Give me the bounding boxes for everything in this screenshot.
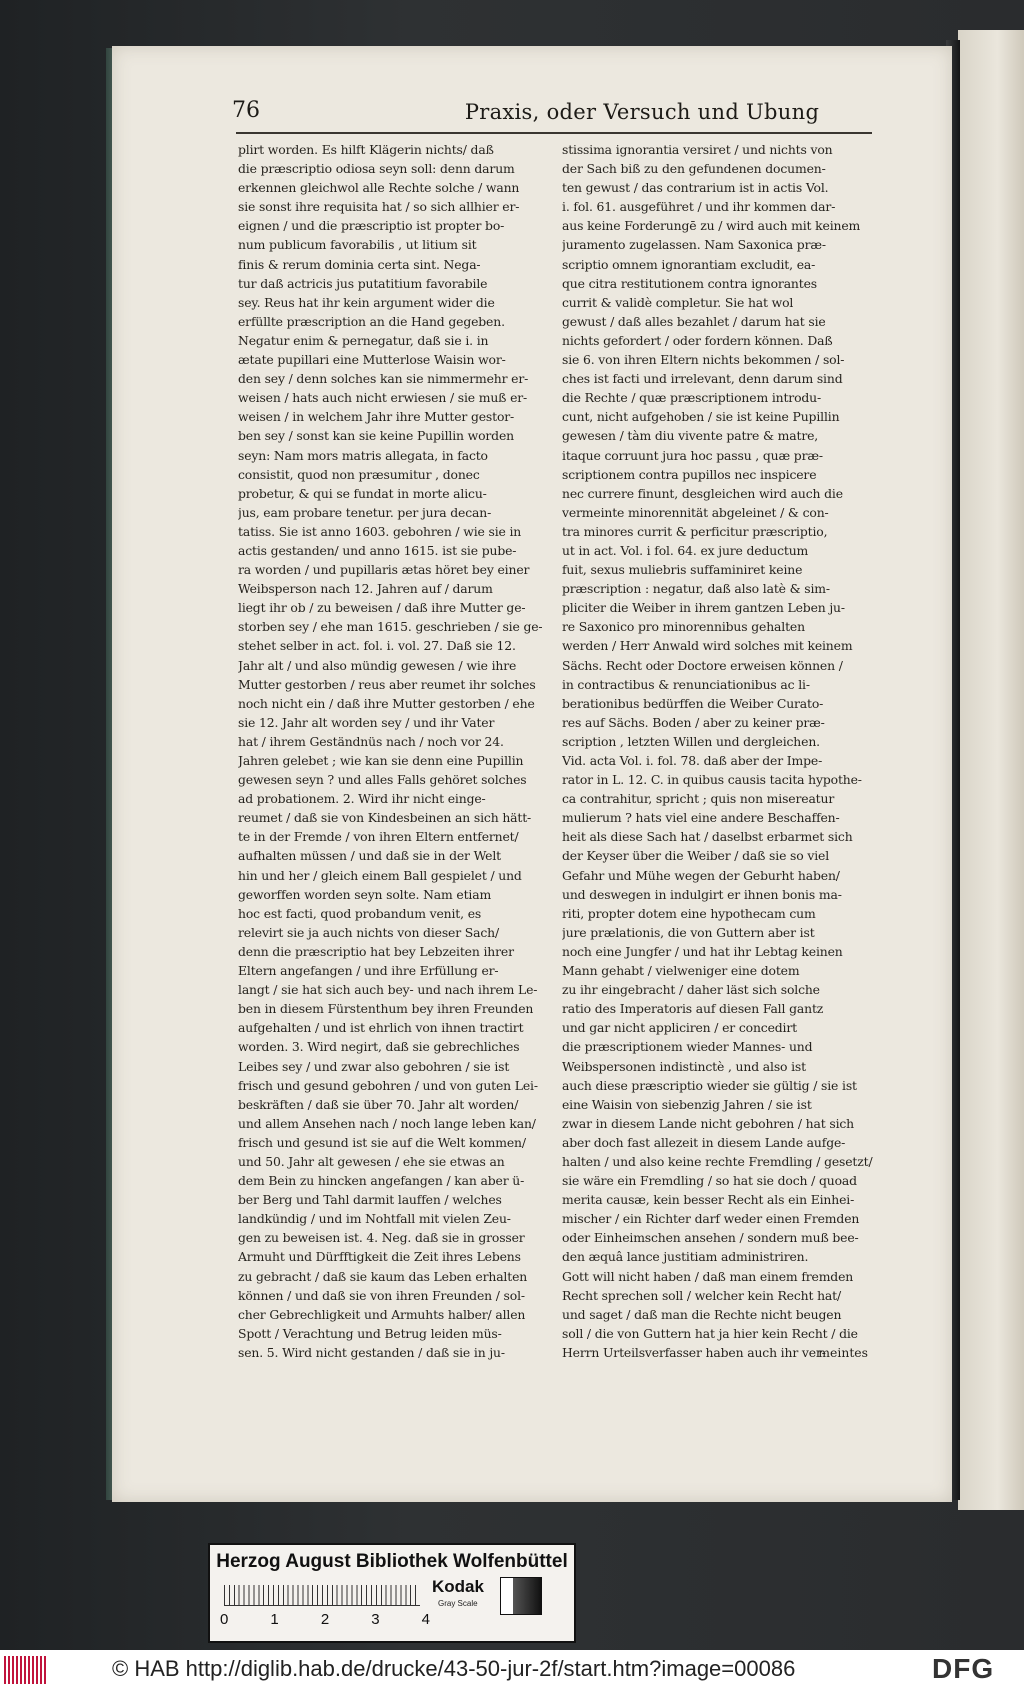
text-line: eine Waisin von siebenzig Jahren / sie ist — [562, 1096, 812, 1112]
text-line: zwar in diesem Lande nicht gebohren / hat sich — [562, 1115, 855, 1131]
text-line: Jahr alt / und also mündig gewesen / wie ihre — [238, 657, 517, 673]
text-line: relevirt sie ja auch nichts von dieser Sach/ — [238, 924, 500, 940]
text-line: hat / ihrem Geständnüs nach / noch vor 24. — [238, 733, 504, 749]
gray-scale-patch — [500, 1577, 542, 1615]
text-line: den sey / denn solches kan sie nimmermehr er- — [238, 371, 529, 387]
text-line: sen. 5. Wird nicht gestanden / daß sie in ju- — [238, 1344, 505, 1360]
text-line: ben sey / sonst kan sie keine Pupillin worden — [238, 428, 514, 444]
text-line: gewesen / tàm diu vivente patre & matre, — [562, 428, 819, 444]
text-line: num publicum favorabilis , ut litium sit — [238, 237, 477, 253]
text-line: weisen / in welchem Jahr ihre Mutter gestor- — [238, 409, 515, 425]
ruler-number: 1 — [270, 1611, 279, 1628]
text-line: reumet / daß sie von Kindesbeinen an sich hätt- — [238, 810, 532, 826]
text-line: langt / sie hat sich auch bey- und nach ihrem Le- — [238, 982, 538, 998]
text-line: beskräften / daß sie über 70. Jahr alt worden/ — [238, 1096, 519, 1112]
text-line: frisch und gesund ist sie auf die Welt kommen/ — [238, 1134, 526, 1150]
text-line: soll / die von Guttern hat ja hier kein Recht / die — [562, 1325, 858, 1341]
text-line: Recht sprechen soll / welcher kein Recht hat/ — [562, 1287, 842, 1303]
text-line: juramento zugelassen. Nam Saxonica præ- — [562, 237, 826, 253]
text-line: ches ist facti und irrelevant, denn darum sind — [562, 371, 843, 387]
text-line: denn die præscriptio hat bey Lebzeiten ihrer — [238, 943, 514, 959]
text-line: jus, eam probare tenetur. per jura decan- — [238, 504, 492, 520]
ruler-number: 2 — [320, 1611, 330, 1628]
text-line: mischer / ein Richter darf weder einen Fremden — [562, 1211, 860, 1227]
running-title: Praxis, oder Versuch und Ubung — [464, 100, 820, 124]
text-line: können / und daß sie von ihren Freunden / sol- — [238, 1287, 525, 1303]
text-line: hoc est facti, quod probandum venit, es — [238, 905, 482, 921]
facing-page-edge — [958, 30, 1024, 1510]
text-line: plirt worden. Es hilft Klägerin nichts/ daß — [238, 142, 494, 157]
header-rule — [236, 132, 872, 134]
page-number: 76 — [232, 98, 260, 123]
text-line: der Sach biß zu den gefundenen documen- — [562, 161, 826, 177]
text-line: gewesen seyn ? und alles Falls gehöret solches — [238, 772, 527, 788]
text-line: Sächs. Recht oder Doctore erweisen können / — [562, 657, 843, 673]
text-line: und saget / daß man die Rechte nicht beugen — [562, 1306, 842, 1322]
text-line: heit als diese Sach hat / daselbst erbarmet sich — [562, 829, 853, 845]
text-line: fuit, sexus muliebris suffaminiret keine — [562, 562, 803, 578]
text-line: Eltern angefangen / und ihre Erfüllung er- — [238, 963, 499, 979]
text-line: weisen / hats auch nicht erwiesen / sie muß er- — [238, 390, 528, 406]
text-line: Leibes sey / und zwar also gebohren / sie ist — [238, 1058, 510, 1074]
text-line: riti, propter dotem eine hypothecam cum — [562, 905, 816, 921]
text-line: cunt, nicht aufgehoben / sie ist keine Pupillin — [562, 409, 840, 425]
text-line: sey. Reus hat ihr kein argument wider die — [238, 294, 495, 310]
text-line: ut in act. Vol. i fol. 64. ex jure deductum — [562, 542, 809, 558]
text-line: ben in diesem Fürstenthum bey ihren Freunden — [238, 1001, 534, 1017]
text-line: frisch und gesund gebohren / und von guten Lei- — [238, 1077, 538, 1093]
text-line: landkündig / und im Nohtfall mit vielen Zeu- — [238, 1211, 511, 1227]
text-line: oder Einheimschen ansehen / sondern muß bee- — [562, 1230, 859, 1246]
library-name: Herzog August Bibliothek Wolfenbüttel — [216, 1551, 568, 1572]
text-line: ca contrahitur, spricht ; quis non misereatur — [562, 791, 835, 807]
text-line: Armuht und Dürfftigkeit die Zeit ihres Lebens — [238, 1249, 521, 1265]
text-line: aufhalten müssen / und daß sie in der Welt — [238, 848, 501, 864]
text-line: sie 6. von ihren Eltern nichts bekommen / sol- — [562, 352, 845, 368]
ruler-number: 0 — [220, 1611, 229, 1628]
text-line: hin und her / gleich einem Ball gespielet / und — [238, 867, 522, 883]
text-line: storben sey / ehe man 1615. geschrieben / sie ge- — [238, 619, 543, 635]
text-column-left — [238, 140, 550, 1362]
text-line: sie wäre ein Fremdling / so hat sie doch / quoad — [562, 1173, 857, 1189]
text-line: que citra restitutionem contra ignorantes — [562, 275, 817, 291]
text-line: te in der Fremde / von ihren Eltern entfernet/ — [238, 829, 519, 845]
text-line: nec currere finunt, desgleichen wird auch die — [562, 485, 843, 501]
text-line: ad probationem. 2. Wird ihr nicht einge- — [238, 791, 486, 807]
text-line: ætate pupillari eine Mutterlose Waisin wor- — [238, 352, 506, 368]
ruler-number: 4 — [421, 1611, 430, 1628]
text-line: auch diese præscriptio wieder sie gültig / sie ist — [562, 1077, 857, 1093]
ruler-number: 3 — [371, 1611, 380, 1628]
page-header — [232, 96, 882, 136]
text-line: den æquâ lance justitiam administriren. — [562, 1249, 809, 1265]
text-line: erkennen gleichwol alle Rechte solche / wann — [238, 180, 520, 196]
library-card — [208, 1543, 576, 1643]
text-line: die Rechte / quæ præscriptionem introdu- — [562, 390, 822, 406]
text-line: noch eine Jungfer / und hat ihr Lebtag keinen — [562, 943, 843, 959]
text-line: zu gebracht / daß sie kaum das Leben erhalten — [238, 1268, 528, 1284]
text-line: Gott will nicht haben / daß man einem fremden — [562, 1268, 854, 1284]
text-line: seyn: Nam mors matris allegata, in facto — [238, 447, 488, 463]
text-line: consistit, quod non præsumitur , donec — [238, 466, 480, 482]
text-line: præscription : negatur, daß also latè & sim- — [562, 581, 830, 597]
text-line: sie sonst ihre requisita hat / so sich allhier er- — [238, 199, 520, 215]
text-line: der Keyser über die Weiber / daß sie so viel — [562, 848, 830, 864]
text-line: und gar nicht appliciren / er concedirt — [562, 1020, 797, 1036]
text-line: Herrn Urteilsverfasser haben auch ihr ver- — [562, 1344, 826, 1360]
text-line: halten / und also keine rechte Fremdling / gesetzt/ — [562, 1153, 873, 1169]
text-line: ra worden / und pupillaris ætas höret bey einer — [238, 562, 530, 578]
barcode-icon — [4, 1656, 48, 1684]
text-line: Mann gehabt / vielweniger eine dotem — [562, 963, 800, 979]
text-line: eignen / und die præscriptio ist propter bo- — [238, 218, 505, 234]
text-line: worden. 3. Wird negirt, daß sie gebrechliches — [238, 1039, 520, 1055]
footer-bar — [0, 1650, 1024, 1690]
catchword: meintes — [818, 1345, 868, 1360]
text-line: tatiss. Sie ist anno 1603. gebohren / wie sie in — [238, 523, 522, 539]
text-line: geworffen worden seyn solte. Nam etiam — [238, 886, 492, 902]
text-line: rator in L. 12. C. in quibus causis tacita hypothe- — [562, 772, 862, 788]
text-line: gewust / daß alles bezahlet / darum hat sie — [562, 313, 826, 329]
text-line: Jahren gelebet ; wie kan sie denn eine Pupillin — [238, 753, 524, 768]
text-line: und 50. Jahr alt gewesen / ehe sie etwas an — [238, 1153, 505, 1169]
text-line: scriptio omnem ignorantiam excludit, ea- — [562, 256, 816, 272]
dfg-logo: DFG — [932, 1653, 995, 1684]
kodak-logo: Kodak — [432, 1577, 484, 1596]
text-line: Weibsperson nach 12. Jahren auf / darum — [238, 581, 493, 597]
text-line: Vid. acta Vol. i. fol. 78. daß aber der Impe- — [562, 753, 823, 768]
text-line: pliciter die Weiber in ihrem gantzen Leben ju- — [562, 600, 845, 616]
text-line: scription , letzten Willen und dergleichen. — [562, 733, 820, 749]
scale-ruler — [224, 1585, 420, 1606]
footer-credit: © HAB http://diglib.hab.de/drucke/43-50-jur-2f/start.htm?image=00086 — [112, 1656, 796, 1681]
text-line: berationibus bedürffen die Weiber Curato- — [562, 695, 824, 711]
text-line: res auf Sächs. Boden / aber zu keiner præ- — [562, 714, 825, 730]
text-line: aufgehalten / und ist ehrlich von ihnen tractirt — [238, 1020, 524, 1036]
text-line: Spott / Verachtung und Betrug leiden müs- — [238, 1325, 502, 1341]
text-line: liegt ihr ob / zu beweisen / daß ihre Mutter ge- — [238, 600, 526, 616]
text-line: dem Bein zu hincken angefangen / kan aber ü- — [238, 1173, 525, 1189]
text-line: stissima ignorantia versiret / und nichts von — [562, 142, 833, 157]
text-line: werden / Herr Anwald wird solches mit keinem — [562, 638, 853, 654]
text-line: i. fol. 61. ausgeführet / und ihr kommen dar- — [562, 199, 836, 215]
text-line: Gefahr und Mühe wegen der Geburht haben/ — [562, 867, 840, 883]
text-line: noch nicht ein / daß ihre Mutter gestorben / ehe — [238, 695, 535, 711]
text-line: ber Berg und Tahl darmit lauffen / welches — [238, 1192, 502, 1208]
text-line: tra minores currit & perficitur præscriptio, — [562, 523, 828, 539]
text-line: aus keine Forderungē zu / wird auch mit keinem — [562, 218, 861, 234]
text-line: ratio des Imperatoris auf diesen Fall gantz — [562, 1001, 824, 1017]
text-line: stehet selber in act. fol. i. vol. 27. Daß sie 12. — [238, 638, 516, 654]
text-line: mulierum ? hats viel eine andere Beschaffen- — [562, 810, 840, 826]
text-line: die præscriptio odiosa seyn soll: denn darum — [238, 161, 515, 177]
text-line: re Saxonico pro minorennibus gehalten — [562, 619, 805, 635]
ruler-numbers — [220, 1611, 430, 1631]
text-line: merita causæ, kein besser Recht als ein Einhei- — [562, 1192, 855, 1208]
text-line: scriptionem contra pupillos nec inspicere — [562, 466, 817, 482]
text-line: Weibspersonen indistinctè , und also ist — [562, 1058, 806, 1074]
text-line: in contractibus & renunciationibus ac li- — [562, 676, 810, 692]
text-line: finis & rerum dominia certa sint. Nega- — [238, 256, 481, 272]
text-line: vermeinte minorennität abgeleinet / & con- — [562, 504, 829, 520]
text-line: zu ihr eingebracht / daher läst sich solche — [562, 982, 820, 998]
text-line: probetur, & qui se fundat in morte alicu- — [238, 485, 487, 501]
text-line: ten gewust / das contrarium ist in actis Vol. — [562, 180, 829, 196]
text-line: und deswegen in indulgirt er ihnen bonis ma- — [562, 886, 842, 902]
kodak-subtitle: Gray Scale — [438, 1599, 478, 1608]
text-line: aber doch fast allezeit in diesem Lande aufge- — [562, 1134, 846, 1150]
text-line: erfüllte præscription an die Hand gegeben. — [238, 313, 505, 329]
text-line: und allem Ansehen nach / noch lange leben kan/ — [238, 1115, 536, 1131]
text-line: cher Gebrechligkeit und Armuhts halber/ allen — [238, 1306, 526, 1322]
text-line: sie 12. Jahr alt worden sey / und ihr Vater — [238, 714, 495, 730]
text-line: Negatur enim & pernegatur, daß sie i. in — [238, 332, 489, 348]
text-column-right — [562, 140, 874, 1362]
text-line: Mutter gestorben / reus aber reumet ihr solches — [238, 676, 536, 692]
text-line: gen zu beweisen ist. 4. Neg. daß sie in grosser — [238, 1230, 525, 1246]
text-line: tur daß actricis jus putatitium favorabile — [238, 275, 488, 291]
text-line: die præscriptionem wieder Mannes- und — [562, 1039, 813, 1055]
text-line: actis gestanden/ und anno 1615. ist sie pube- — [238, 542, 517, 558]
text-line: nichts gefordert / oder fordern können. Daß — [562, 332, 833, 348]
text-line: currit & validè completur. Sie hat wol — [562, 294, 794, 310]
text-line: jure prælationis, die von Guttern aber ist — [562, 924, 815, 940]
text-line: itaque corruunt jura hoc passu , quæ præ- — [562, 447, 823, 463]
